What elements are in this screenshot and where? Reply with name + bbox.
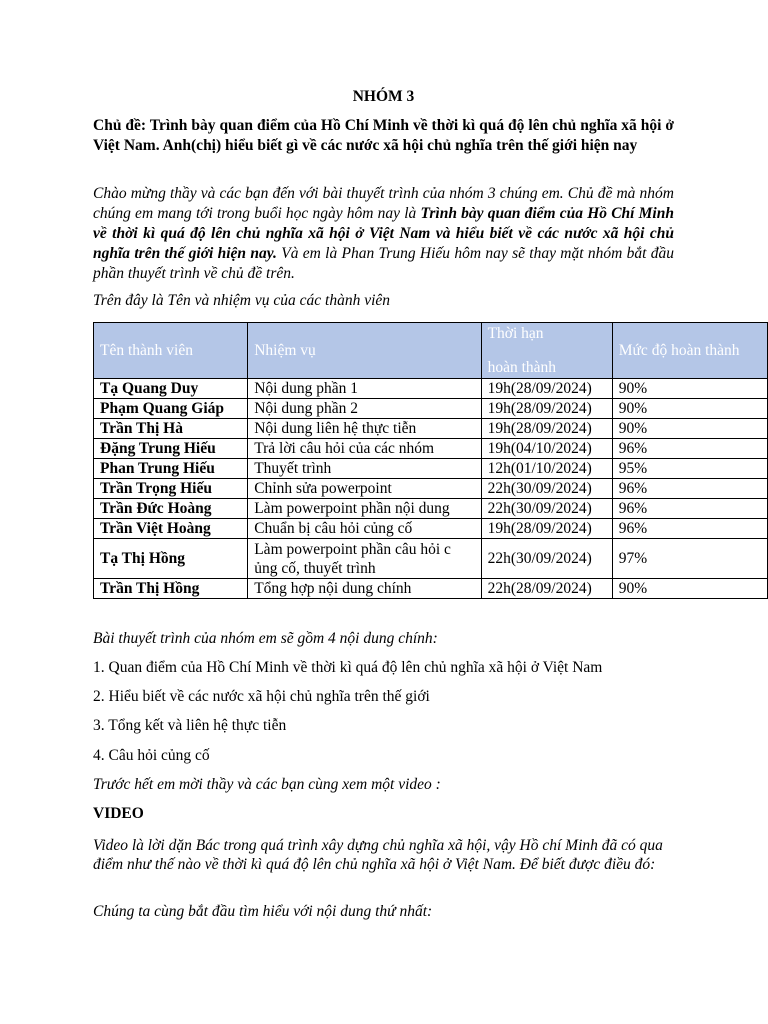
table-row — [94, 399, 768, 419]
member-level: 96% — [612, 499, 767, 519]
member-level: 90% — [612, 419, 767, 439]
member-deadline: 19h(28/09/2024) — [481, 419, 612, 439]
member-deadline: 19h(28/09/2024) — [481, 399, 612, 419]
intro-text-2: Và em là Phan Trung Hiếu hôm nay sẽ thay mặt nhóm bắt đầu phần thuyết trình về chủ đề trên. — [93, 245, 674, 282]
member-task: Chỉnh sửa powerpoint — [248, 479, 481, 499]
member-name: Phan Trung Hiếu — [94, 459, 248, 479]
member-level: 97% — [612, 539, 767, 579]
start-text: Chúng ta cùng bắt đầu tìm hiểu với nội dung thứ nhất: — [93, 903, 433, 920]
member-level: 90% — [612, 579, 767, 599]
intro-text-1: Chào mừng thầy và các bạn đến với bài thuyết trình của nhóm 3 chúng em. Chủ đề mà nhóm chúng em mang tới trong buổi học ngày hôm nay là — [93, 185, 674, 222]
table-row — [94, 499, 768, 519]
member-level: 96% — [612, 519, 767, 539]
content-item-4: 4. Câu hỏi củng cố — [93, 747, 210, 764]
member-deadline: 22h(30/09/2024) — [481, 479, 612, 499]
member-name: Trần Đức Hoàng — [94, 499, 248, 519]
table-row — [94, 379, 768, 399]
content-item-1: 1. Quan điểm của Hồ Chí Minh về thời kì quá độ lên chủ nghĩa xã hội ở Việt Nam — [93, 659, 603, 676]
member-deadline: 19h(28/09/2024) — [481, 379, 612, 399]
member-deadline: 22h(30/09/2024) — [481, 539, 612, 579]
video-description: Video là lời dặn Bác trong quá trình xây dựng chủ nghĩa xã hội, vậy Hồ chí Minh đã có qua điểm như thế nào về thời kì quá độ lên chủ nghĩa xã hội ở Việt Nam. Để biết được điều đó: — [93, 837, 663, 873]
member-deadline: 22h(30/09/2024) — [481, 499, 612, 519]
table-header-row — [94, 323, 768, 379]
member-task: Nội dung liên hệ thực tiễn — [248, 419, 481, 439]
member-name: Tạ Thị Hồng — [94, 539, 248, 579]
member-level: 96% — [612, 479, 767, 499]
content-intro: Bài thuyết trình của nhóm em sẽ gồm 4 nội dung chính: — [93, 630, 438, 647]
member-task: Chuẩn bị câu hỏi củng cố — [248, 519, 481, 539]
intro-paragraph — [93, 184, 674, 284]
member-task: Làm powerpoint phần câu hỏi c ủng cố, thuyết trình — [248, 539, 481, 579]
group-heading: NHÓM 3 — [352, 88, 415, 105]
intro-bold-topic: Trình bày quan điểm của Hồ Chí Minh về thời kì quá độ lên chủ nghĩa xã hội ở Việt Nam và hiểu biết về các nước xã hội chủ nghĩa trên thế giới hiện nay. — [93, 205, 674, 262]
member-task: Trả lời câu hỏi của các nhóm — [248, 439, 481, 459]
member-task: Nội dung phần 2 — [248, 399, 481, 419]
video-invite: Trước hết em mời thầy và các bạn cùng xem một video : — [93, 776, 441, 793]
header-deadline — [481, 323, 612, 379]
member-deadline: 22h(28/09/2024) — [481, 579, 612, 599]
header-deadline-line2: hoàn thành — [487, 358, 557, 376]
member-task: Làm powerpoint phần nội dung — [248, 499, 481, 519]
member-level: 90% — [612, 399, 767, 419]
member-name: Trần Thị Hà — [94, 419, 248, 439]
member-task: Tổng hợp nội dung chính — [248, 579, 481, 599]
table-row — [94, 579, 768, 599]
video-heading: VIDEO — [93, 805, 144, 822]
member-name: Trần Thị Hồng — [94, 579, 248, 599]
member-name: Tạ Quang Duy — [94, 379, 248, 399]
member-level: 95% — [612, 459, 767, 479]
members-table — [93, 322, 768, 599]
table-row — [94, 539, 768, 579]
member-name: Trần Việt Hoàng — [94, 519, 248, 539]
content-item-2: 2. Hiểu biết về các nước xã hội chủ nghĩa trên thế giới — [93, 688, 430, 705]
member-name: Đặng Trung Hiếu — [94, 439, 248, 459]
header-member-name: Tên thành viên — [94, 323, 248, 379]
member-level: 90% — [612, 379, 767, 399]
table-row — [94, 419, 768, 439]
member-name: Trần Trọng Hiếu — [94, 479, 248, 499]
member-deadline: 12h(01/10/2024) — [481, 459, 612, 479]
member-task: Nội dung phần 1 — [248, 379, 481, 399]
members-caption: Trên đây là Tên và nhiệm vụ của các thành viên — [93, 292, 391, 309]
topic-paragraph: Chủ đề: Trình bày quan điểm của Hồ Chí Minh về thời kì quá độ lên chủ nghĩa xã hội ở Việt Nam. Anh(chị) hiểu biết gì về các nước xã hội chủ nghĩa trên thế giới hiện nay — [93, 117, 674, 154]
member-deadline: 19h(04/10/2024) — [481, 439, 612, 459]
header-task: Nhiệm vụ — [248, 323, 481, 379]
header-deadline-line1: Thời hạn — [487, 324, 544, 342]
table-row — [94, 519, 768, 539]
table-row — [94, 479, 768, 499]
member-name: Phạm Quang Giáp — [94, 399, 248, 419]
member-task: Thuyết trình — [248, 459, 481, 479]
member-deadline: 19h(28/09/2024) — [481, 519, 612, 539]
member-level: 96% — [612, 439, 767, 459]
table-row — [94, 459, 768, 479]
table-row — [94, 439, 768, 459]
content-item-3: 3. Tổng kết và liên hệ thực tiễn — [93, 717, 287, 734]
header-completion-level: Mức độ hoàn thành — [612, 323, 767, 379]
